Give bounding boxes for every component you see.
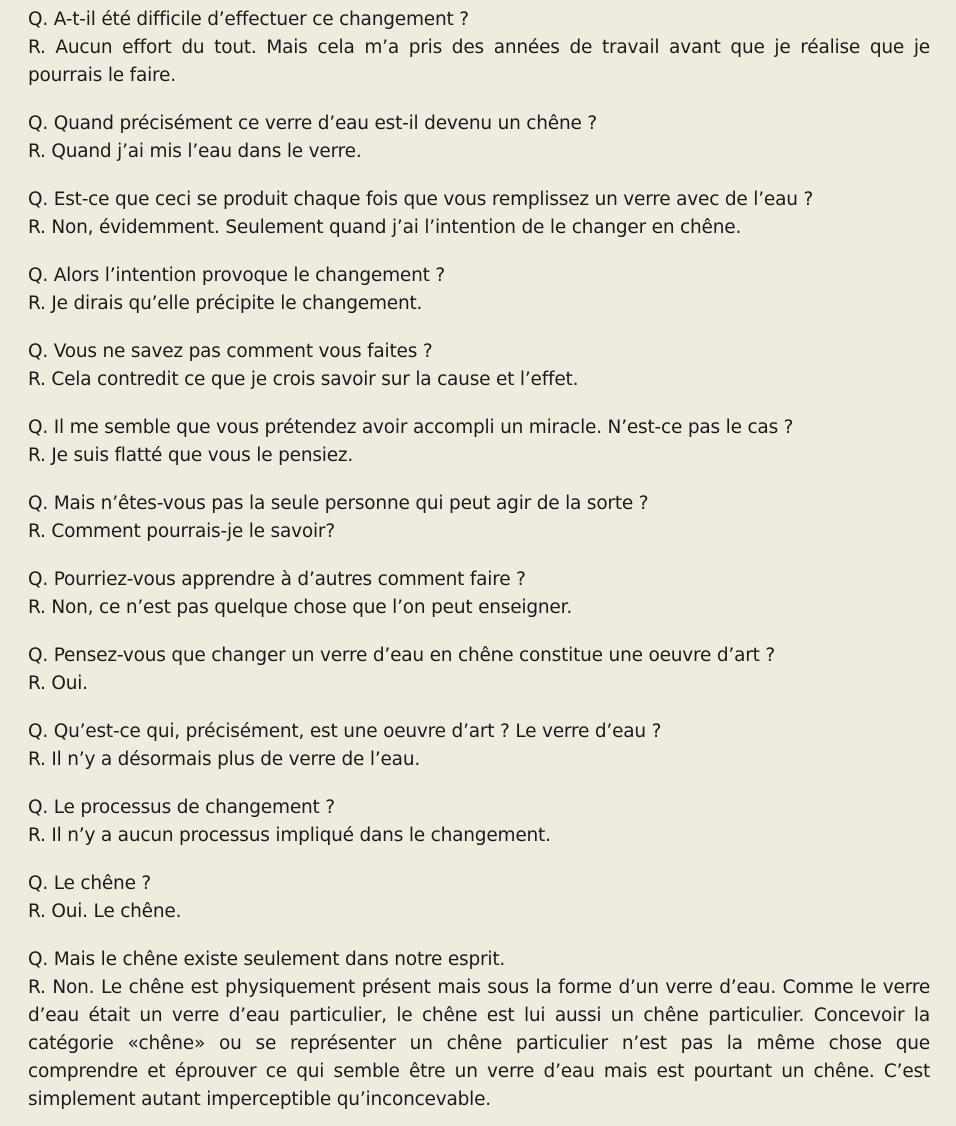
answer: R. Comment pourrais-je le savoir?	[28, 521, 335, 542]
question: Q. A-t-il été difficile d’effectuer ce changement ?	[28, 9, 469, 30]
qa-pair-8	[28, 566, 930, 622]
question: Q. Qu’est-ce qui, précisément, est une oeuvre d’art ? Le verre d’eau ?	[28, 721, 662, 742]
answer: R. Il n’y a aucun processus impliqué dans le changement.	[28, 825, 551, 846]
answer: R. Oui.	[28, 673, 88, 694]
qa-pair-3	[28, 186, 930, 242]
answer: R. Non, évidemment. Seulement quand j’ai l’intention de le changer en chêne.	[28, 217, 742, 238]
answer: R. Aucun effort du tout. Mais cela m’a pris des années de travail avant que je réalise que je pourrais le faire.	[28, 37, 930, 86]
answer: R. Cela contredit ce que je crois savoir sur la cause et l’effet.	[28, 369, 579, 390]
qa-pair-11	[28, 794, 930, 850]
qa-pair-6	[28, 414, 930, 470]
question: Q. Alors l’intention provoque le changement ?	[28, 265, 445, 286]
question: Q. Il me semble que vous prétendez avoir accompli un miracle. N’est-ce pas le cas ?	[28, 417, 794, 438]
question: Q. Est-ce que ceci se produit chaque fois que vous remplissez un verre avec de l’eau ?	[28, 189, 814, 210]
qa-pair-13	[28, 946, 930, 1114]
qa-pair-1	[28, 6, 930, 90]
qa-pair-12	[28, 870, 930, 926]
qa-pair-4	[28, 262, 930, 318]
question: Q. Le processus de changement ?	[28, 797, 335, 818]
answer: R. Non, ce n’est pas quelque chose que l’on peut enseigner.	[28, 597, 572, 618]
qa-pair-5	[28, 338, 930, 394]
question: Q. Mais n’êtes-vous pas la seule personne qui peut agir de la sorte ?	[28, 493, 649, 514]
qa-pair-9	[28, 642, 930, 698]
qa-pair-2	[28, 110, 930, 166]
answer: R. Je suis flatté que vous le pensiez.	[28, 445, 354, 466]
answer: R. Oui. Le chêne.	[28, 901, 182, 922]
question: Q. Pourriez-vous apprendre à d’autres comment faire ?	[28, 569, 526, 590]
question: Q. Quand précisément ce verre d’eau est-il devenu un chêne ?	[28, 113, 597, 134]
answer: R. Je dirais qu’elle précipite le changement.	[28, 293, 423, 314]
answer: R. Il n’y a désormais plus de verre de l’eau.	[28, 749, 421, 770]
question: Q. Vous ne savez pas comment vous faites ?	[28, 341, 433, 362]
qa-pair-10	[28, 718, 930, 774]
question: Q. Le chêne ?	[28, 873, 152, 894]
qa-pair-7	[28, 490, 930, 546]
question: Q. Mais le chêne existe seulement dans notre esprit.	[28, 949, 506, 970]
question: Q. Pensez-vous que changer un verre d’eau en chêne constitue une oeuvre d’art ?	[28, 645, 776, 666]
answer: R. Quand j’ai mis l’eau dans le verre.	[28, 141, 362, 162]
answer: R. Non. Le chêne est physiquement présent mais sous la forme d’un verre d’eau. Comme le verre d’eau était un verre d’eau particulier, le chêne est lui aussi un chêne particulier. Concevoir la catégorie «chêne» ou se représenter un chêne particulier n’est pas la même chose que comprendre et éprouver ce qui semble être un verre d’eau mais est pourtant un chêne. C’est simplement autant imperceptible qu’inconcevable.	[28, 977, 930, 1110]
